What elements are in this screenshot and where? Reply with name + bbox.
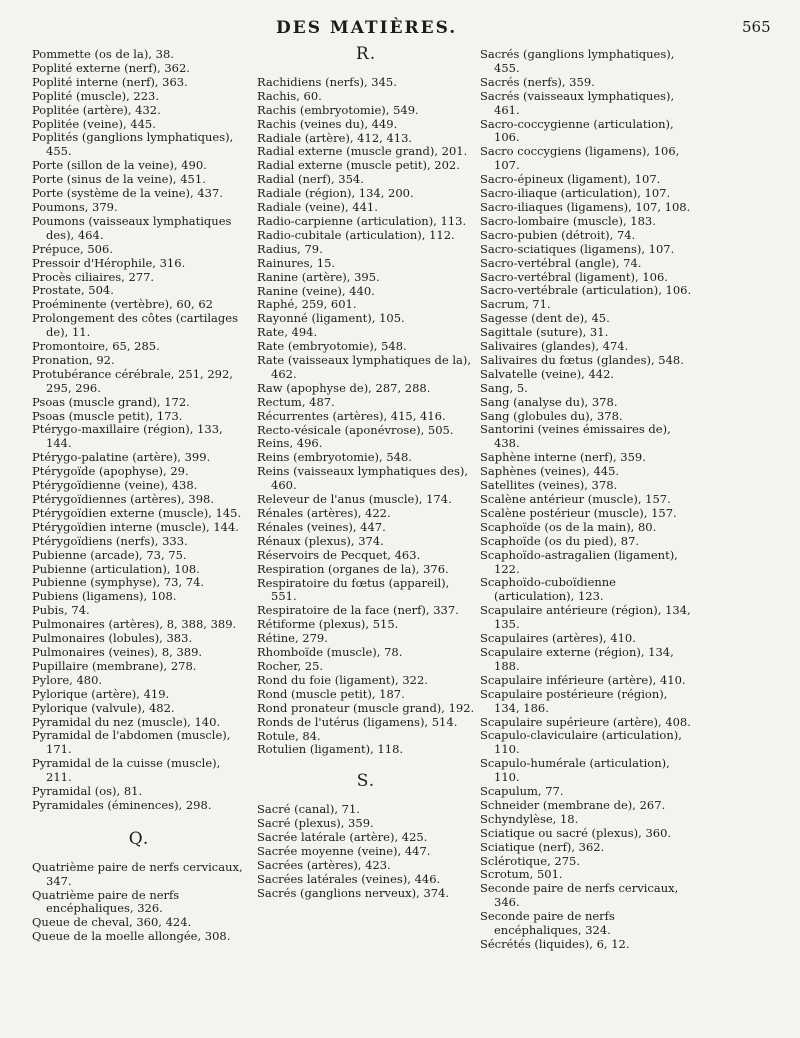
- index-entry: Radio-cubitale (articulation), 112.: [257, 227, 455, 242]
- section-letter-q: Q.: [128, 828, 150, 849]
- index-entry: Seconde paire de nerfs encéphaliques, 324.: [480, 909, 615, 938]
- index-entry: Satellites (veines), 378.: [480, 478, 618, 493]
- index-entry: Sacrum, 71.: [480, 297, 551, 312]
- index-entry: Prépuce, 506.: [32, 241, 113, 256]
- index-entry: Queue de cheval, 360, 424.: [32, 915, 192, 930]
- index-entry: Saphènes (veines), 445.: [480, 464, 620, 479]
- index-entry: Scrotum, 501.: [480, 867, 563, 882]
- index-entry: Sacrées (artères), 423.: [257, 857, 391, 872]
- index-entry: Queue de la moelle allongée, 308.: [32, 929, 231, 944]
- running-title: DES MATIÈRES.: [276, 18, 458, 38]
- index-entry: Sacrés (ganglions nerveux), 374.: [257, 885, 450, 900]
- index-entry: Radiale (artère), 412, 413.: [257, 130, 413, 145]
- index-entry: Rond (muscle petit), 187.: [257, 686, 405, 701]
- index-entry: Sagesse (dent de), 45.: [480, 311, 610, 326]
- index-entry: Rénales (artères), 422.: [257, 506, 391, 520]
- index-entry: Ptérygoïdien externe (muscle), 145.: [32, 505, 242, 520]
- entries-r: [257, 76, 475, 757]
- index-entry: Scaphoïde (os de la main), 80.: [480, 519, 657, 534]
- index-entry: Promontoire, 65, 285.: [32, 339, 160, 354]
- index-entry: Radial externe (muscle petit), 202.: [257, 158, 460, 173]
- index-entry: Pylorique (valvule), 482.: [32, 700, 175, 715]
- index-column-2: [257, 44, 475, 901]
- index-entry: Sécrétés (liquides), 6, 12.: [480, 937, 630, 951]
- index-entry: Scapulaire externe (région), 134, 188.: [480, 644, 674, 673]
- index-entry: Scapulaires (artères), 410.: [480, 631, 636, 646]
- index-entry: Poplité (muscle), 223.: [32, 88, 160, 103]
- index-entry: Releveur de l'anus (muscle), 174.: [257, 492, 452, 507]
- entries-s-continued: [480, 48, 694, 952]
- index-entry: Pubis, 74.: [32, 603, 90, 618]
- index-entry: Porte (sinus de la veine), 451.: [32, 172, 206, 187]
- index-entry: Scapulaire supérieure (artère), 408.: [480, 714, 691, 729]
- index-entry: Scaphoïdo-astragalien (ligament), 122.: [480, 547, 678, 576]
- index-entry: Psoas (muscle petit), 173.: [32, 408, 183, 423]
- index-entry: Pubienne (arcade), 73, 75.: [32, 547, 187, 562]
- index-entry: Sciatique (nerf), 362.: [480, 839, 605, 854]
- index-entry: Respiratoire du fœtus (appareil), 551.: [257, 575, 450, 604]
- index-entry: Sacrées latérales (veines), 446.: [257, 871, 441, 886]
- index-entry: Rate (vaisseaux lymphatiques de la), 462.: [257, 353, 472, 381]
- index-entry: Porte (système de la veine), 437.: [32, 186, 223, 201]
- index-entry: Rond du foie (ligament), 322.: [257, 672, 428, 687]
- index-entry: Saphène interne (nerf), 359.: [480, 450, 646, 465]
- index-entry: Rond pronateur (muscle grand), 192.: [257, 700, 475, 715]
- index-entry: Scalène antérieur (muscle), 157.: [480, 492, 671, 506]
- index-entry: Rocher, 25.: [257, 658, 324, 673]
- index-entry: Ptérygoïdiens (nerfs), 333.: [32, 533, 188, 548]
- section-letter-s: S.: [356, 771, 376, 792]
- index-entry: Radiale (veine), 441.: [257, 200, 378, 215]
- index-entry: Prostate, 504.: [32, 283, 114, 298]
- index-entry: Sacro coccygiens (ligamens), 106, 107.: [480, 144, 680, 173]
- index-entry: Sacré (canal), 71.: [257, 802, 360, 817]
- index-entry: Scaphoïdo-cuboïdienne (articulation), 123.: [480, 575, 616, 604]
- index-entry: Ptérygoïdien interne (muscle), 144.: [32, 519, 239, 534]
- index-entry: Poplité interne (nerf), 363.: [32, 74, 188, 89]
- index-entry: Pommette (os de la), 38.: [32, 47, 174, 61]
- index-entry: Sacrée moyenne (veine), 447.: [257, 843, 431, 858]
- index-entry: Rétine, 279.: [257, 631, 328, 646]
- index-entry: Ranine (artère), 395.: [257, 269, 380, 284]
- index-entry: Rachis, 60.: [257, 88, 322, 103]
- index-entry: Ptérygo-palatine (artère), 399.: [32, 450, 211, 465]
- index-entry: Rénaux (plexus), 374.: [257, 533, 384, 548]
- index-entry: Sacré (plexus), 359.: [257, 816, 374, 831]
- index-entry: Ronds de l'utérus (ligamens), 514.: [257, 714, 458, 729]
- index-entry: Rotule, 84.: [257, 728, 321, 743]
- index-entry: Rotulien (ligament), 118.: [257, 742, 404, 757]
- index-entry: Santorini (veines émissaires de), 438.: [480, 422, 671, 451]
- index-entry: Reins, 496.: [257, 436, 323, 451]
- index-entry: Rayonné (ligament), 105.: [257, 311, 405, 326]
- index-entry: Sacrée latérale (artère), 425.: [257, 830, 428, 845]
- index-entry: Rétiforme (plexus), 515.: [257, 617, 399, 632]
- index-entry: Sacrés (vaisseaux lymphatiques), 461.: [480, 88, 675, 117]
- index-entry: Salivaires (glandes), 474.: [480, 339, 629, 354]
- index-entry: Schneider (membrane de), 267.: [480, 797, 666, 812]
- index-entry: Rachidiens (nerfs), 345.: [257, 74, 397, 89]
- index-entry: Sang (analyse du), 378.: [480, 394, 618, 409]
- index-entry: Seconde paire de nerfs cervicaux, 346.: [480, 881, 679, 910]
- index-entry: Récurrentes (artères), 415, 416.: [257, 408, 446, 423]
- index-entry: Rainures, 15.: [257, 255, 336, 270]
- index-entry: Poplitée (veine), 445.: [32, 116, 156, 131]
- index-entry: Ranine (veine), 440.: [257, 283, 375, 298]
- index-entry: Scapulaire postérieure (région), 134, 186.: [480, 686, 668, 715]
- index-entry: Scapulum, 77.: [480, 784, 564, 799]
- index-entry: Respiration (organes de la), 376.: [257, 561, 449, 576]
- index-entry: Poumons, 379.: [32, 199, 118, 214]
- index-entry: Scapulo-humérale (articulation), 110.: [480, 756, 670, 785]
- entries-q: [32, 861, 246, 944]
- index-entry: Pulmonaires (lobules), 383.: [32, 631, 193, 646]
- index-entry: Pubienne (articulation), 108.: [32, 561, 200, 576]
- index-entry: Rectum, 487.: [257, 394, 335, 409]
- section-letter-r: R.: [355, 44, 377, 64]
- index-entry: Psoas (muscle grand), 172.: [32, 394, 190, 409]
- entries-s: [257, 803, 475, 900]
- index-entry: Sang (globules du), 378.: [480, 408, 623, 423]
- index-entry: Poplité externe (nerf), 362.: [32, 60, 190, 75]
- index-entry: Scapulo-claviculaire (articulation), 110.: [480, 728, 682, 757]
- index-entry: Raphé, 259, 601.: [257, 297, 357, 312]
- index-column-3: [480, 48, 694, 952]
- index-entry: Reins (vaisseaux lymphatiques des), 460.: [257, 464, 468, 493]
- index-entry: Reins (embryotomie), 548.: [257, 450, 412, 465]
- index-entry: Sacro-vertébrale (articulation), 106.: [480, 283, 692, 298]
- index-entry: Sagittale (suture), 31.: [480, 325, 609, 340]
- index-entry: Prolongement des côtes (cartilages de), 11.: [32, 311, 238, 340]
- index-entry: Raw (apophyse de), 287, 288.: [257, 380, 431, 395]
- index-entry: Salvatelle (veine), 442.: [480, 366, 615, 381]
- index-entry: Sacro-coccygienne (articulation), 106.: [480, 116, 674, 145]
- index-entry: Sclérotique, 275.: [480, 853, 581, 868]
- index-entry: Proéminente (vertèbre), 60, 62: [32, 297, 214, 312]
- index-entry: Sacrés (ganglions lymphatiques), 455.: [480, 47, 675, 75]
- index-entry: Pyramidal de la cuisse (muscle), 211.: [32, 756, 221, 785]
- index-entry: Scapulaire inférieure (artère), 410.: [480, 672, 686, 687]
- index-entry: Pronation, 92.: [32, 352, 115, 367]
- index-entry: Ptérygoïdiennes (artères), 398.: [32, 492, 215, 506]
- index-entry: Rhomboïde (muscle), 78.: [257, 645, 403, 660]
- index-entry: Poplités (ganglions lymphatiques), 455.: [32, 130, 234, 159]
- index-entry: Quatrième paire de nerfs cervicaux, 347.: [32, 859, 243, 888]
- index-entry: Ptérygoïdienne (veine), 438.: [32, 478, 198, 493]
- index-entry: Pubiens (ligamens), 108.: [32, 589, 177, 604]
- index-entry: Sacro-iliaque (articulation), 107.: [480, 186, 671, 201]
- index-entry: Sciatique ou sacré (plexus), 360.: [480, 825, 672, 840]
- index-entry: Pyramidal de l'abdomen (muscle), 171.: [32, 728, 231, 757]
- index-entry: Sacro-sciatiques (ligamens), 107.: [480, 241, 675, 256]
- index-entry: Radius, 79.: [257, 241, 323, 256]
- index-entry: Pressoir d'Hérophile, 316.: [32, 255, 186, 270]
- index-entry: Pupillaire (membrane), 278.: [32, 658, 197, 673]
- index-entry: Pyramidal du nez (muscle), 140.: [32, 714, 221, 729]
- index-entry: Protubérance cérébrale, 251, 292, 295, 296.: [32, 366, 233, 395]
- index-entry: Sacro-pubien (détroit), 74.: [480, 227, 636, 242]
- index-entry: Scaphoïde (os du pied), 87.: [480, 533, 640, 548]
- index-entry: Sacrés (nerfs), 359.: [480, 74, 595, 89]
- page-number: 565: [742, 18, 771, 36]
- index-entry: Radio-carpienne (articulation), 113.: [257, 213, 467, 228]
- index-entry: Ptérygo-maxillaire (région), 133, 144.: [32, 422, 223, 451]
- index-entry: Sang, 5.: [480, 380, 528, 395]
- index-entry: Rénales (veines), 447.: [257, 519, 386, 534]
- index-column-1: [32, 48, 246, 944]
- index-entry: Pyramidal (os), 81.: [32, 784, 143, 799]
- index-entry: Radiale (région), 134, 200.: [257, 186, 414, 201]
- index-entry: Rate (embryotomie), 548.: [257, 339, 407, 354]
- index-entry: Scalène postérieur (muscle), 157.: [480, 505, 677, 520]
- index-entry: Pylore, 480.: [32, 672, 103, 687]
- index-entry: Pyramidales (éminences), 298.: [32, 797, 212, 812]
- index-entry: Rachis (embryotomie), 549.: [257, 102, 419, 117]
- index-entry: Sacro-lombaire (muscle), 183.: [480, 213, 656, 228]
- index-entry: Pubienne (symphyse), 73, 74.: [32, 575, 205, 590]
- index-entry: Ptérygoïde (apophyse), 29.: [32, 464, 189, 479]
- index-entry: Respiratoire de la face (nerf), 337.: [257, 603, 459, 618]
- index-entry: Pulmonaires (veines), 8, 389.: [32, 644, 203, 659]
- entries-p: [32, 48, 246, 813]
- index-entry: Pulmonaires (artères), 8, 388, 389.: [32, 617, 237, 632]
- page-header: [0, 14, 800, 44]
- index-entry: Radial (nerf), 354.: [257, 172, 364, 187]
- index-entry: Scapulaire antérieure (région), 134, 135.: [480, 603, 691, 632]
- index-entry: Réservoirs de Pecquet, 463.: [257, 547, 421, 562]
- index-entry: Sacro-vertébral (angle), 74.: [480, 255, 642, 270]
- index-entry: Quatrième paire de nerfs encéphaliques, 326.: [32, 887, 180, 916]
- index-entry: Recto-vésicale (aponévrose), 505.: [257, 422, 454, 437]
- index-entry: Radial externe (muscle grand), 201.: [257, 144, 468, 159]
- index-entry: Poplitée (artère), 432.: [32, 102, 161, 117]
- index-entry: Rate, 494.: [257, 325, 318, 340]
- index-entry: Pylorique (artère), 419.: [32, 686, 170, 701]
- index-entry: Schyndylèse, 18.: [480, 811, 579, 826]
- index-entry: Salivaires du fœtus (glandes), 548.: [480, 352, 684, 367]
- index-entry: Sacro-épineux (ligament), 107.: [480, 172, 661, 187]
- index-entry: Poumons (vaisseaux lymphatiques des), 464.: [32, 213, 232, 242]
- index-entry: Sacro-vertébral (ligament), 106.: [480, 269, 668, 284]
- index-entry: Sacro-iliaques (ligamens), 107, 108.: [480, 199, 691, 214]
- index-entry: Porte (sillon de la veine), 490.: [32, 158, 207, 173]
- index-entry: Rachis (veines du), 449.: [257, 116, 398, 131]
- index-entry: Procès ciliaires, 277.: [32, 269, 155, 284]
